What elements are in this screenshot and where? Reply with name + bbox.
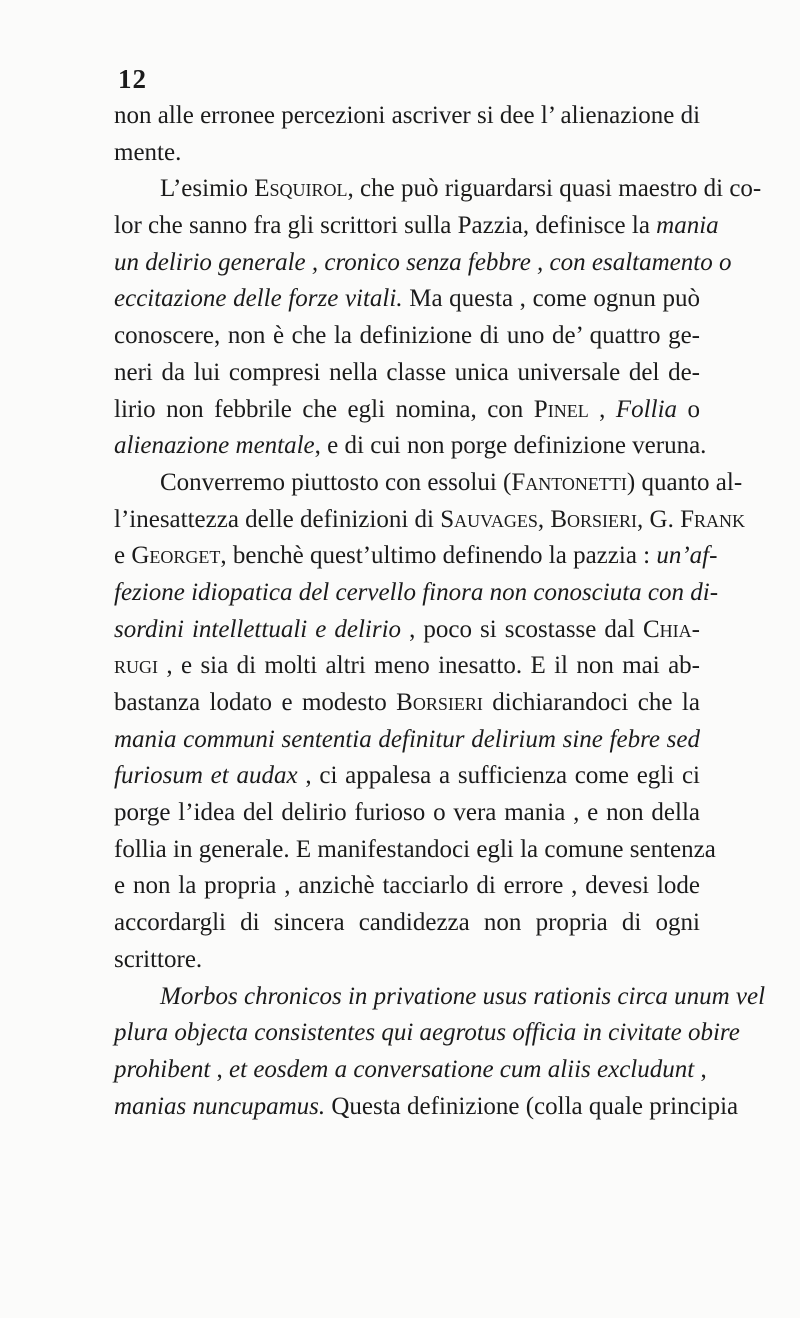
text-line [114,685,700,722]
text-line [114,538,718,575]
text-line [114,465,743,502]
text-run: , [210,1055,230,1083]
small-caps-name: Borsieri [396,689,483,716]
text-run: , G. [637,505,681,533]
small-caps-name: Esquirol [254,175,348,203]
text-line [114,868,700,905]
text-run: , e di cui non porge definizione veruna. [314,432,707,460]
italic-run: alienazione mentale [114,432,315,460]
text-run: , ci appalesa a sufficienza come egli ci [297,762,700,790]
text-run: mente. [114,138,182,166]
text-run: ) quanto al- [626,468,743,496]
italic-run: furiosum et audax [114,762,298,790]
text-run: scrittore. [114,945,203,973]
text-run: , poco si scostasse dal [401,615,643,643]
italic-run: Morbos chronicos in privatione usus rationis circa unum vel [160,982,766,1010]
italic-run: eccitazione delle forze vitali. [114,285,403,313]
body-text [114,98,766,1125]
text-line [114,575,719,612]
text-line [114,1089,739,1126]
text-run: o [677,395,700,423]
small-caps-name: Frank [680,505,746,533]
text-run: , e sia di molti altri meno inesatto. E il non mai ab- [158,652,700,680]
italic-run: plura objecta consistentes qui aegrotus officia in civitate obire [114,1019,740,1047]
small-caps-name: Chia- [643,615,700,643]
italic-run: un delirio generale , cronico senza febbre , con esaltamento o [114,248,732,276]
small-caps-name: Georget [131,542,221,570]
text-run: , [694,1055,707,1083]
text-run: e non la propria , anzichè tacciarlo di errore , devesi lode [114,872,700,900]
small-caps-name: Sauvages [440,505,538,533]
text-line [114,905,700,942]
italic-run: un’af- [656,542,718,570]
text-line [114,648,700,685]
text-run: lor che sanno fra gli scrittori sulla Pazzia, definisce la [114,212,657,240]
text-line [114,135,700,172]
text-run: conoscere, non è che la definizione di uno de’ quattro ge- [114,322,700,350]
text-run: bastanza lodato e modesto [114,689,397,716]
text-line [114,98,700,135]
text-line [114,502,746,539]
text-run: Converremo piuttosto con essolui ( [160,468,512,496]
small-caps-name: Fantonetti [511,468,627,496]
text-run: e [114,542,132,570]
text-run: , benchè quest’ultimo definendo la pazzia : [220,542,657,570]
text-run: , [588,395,616,423]
text-run: dichiarandoci che la [482,689,700,716]
text-line [114,1052,707,1089]
small-caps-name: Borsieri [550,505,638,533]
text-run: porge l’idea del delirio furioso o vera mania , e non della [114,799,700,827]
text-run: , [537,505,551,533]
text-line [114,942,700,979]
small-caps-name: rugi [114,652,158,680]
text-line [114,758,700,795]
italic-run: et eosdem a conversatione cum aliis excludunt [229,1055,695,1083]
italic-run: manias nuncupamus. [114,1092,326,1120]
text-line [114,795,700,832]
italic-run: sordini intellettuali e delirio [114,615,402,643]
text-run: l’inesattezza delle definizioni di [114,505,441,533]
text-line [114,979,766,1016]
page-number: 12 [118,64,147,94]
text-run: accordargli di sincera candidezza non propria di ogni [114,909,700,937]
text-run: neri da lui compresi nella classe unica universale del de- [114,358,700,386]
text-run: Ma questa , come ognun può [402,285,700,313]
text-line [114,281,700,318]
italic-run: fezione idiopatica del cervello finora non conosciuta con di- [114,578,719,606]
text-line [114,208,719,245]
text-line [114,722,700,759]
italic-run: prohibent [114,1055,211,1083]
text-run: non alle erronee percezioni ascriver si dee l’ alienazione di [114,102,701,129]
text-run: follia in generale. E manifestandoci egli la comune sentenza [114,835,716,863]
text-run: lirio non febbrile che egli nomina, con [114,395,534,423]
italic-run: Follia [615,395,678,423]
text-line [114,245,732,282]
text-line [114,832,716,869]
text-line [114,355,700,392]
small-caps-name: Pinel [533,395,589,423]
italic-run: mania [656,212,719,240]
text-line [114,392,700,429]
text-line [114,428,707,465]
text-line [114,612,700,649]
text-run: Questa definizione (colla quale principia [325,1092,739,1120]
text-line [114,318,700,355]
italic-run: mania communi sententia definitur delirium sine febre sed [114,725,700,753]
text-line [114,1015,740,1052]
text-run: , che può riguardarsi quasi maestro di co- [347,175,762,203]
text-line [114,171,762,208]
text-run: L’esimio [160,175,255,203]
